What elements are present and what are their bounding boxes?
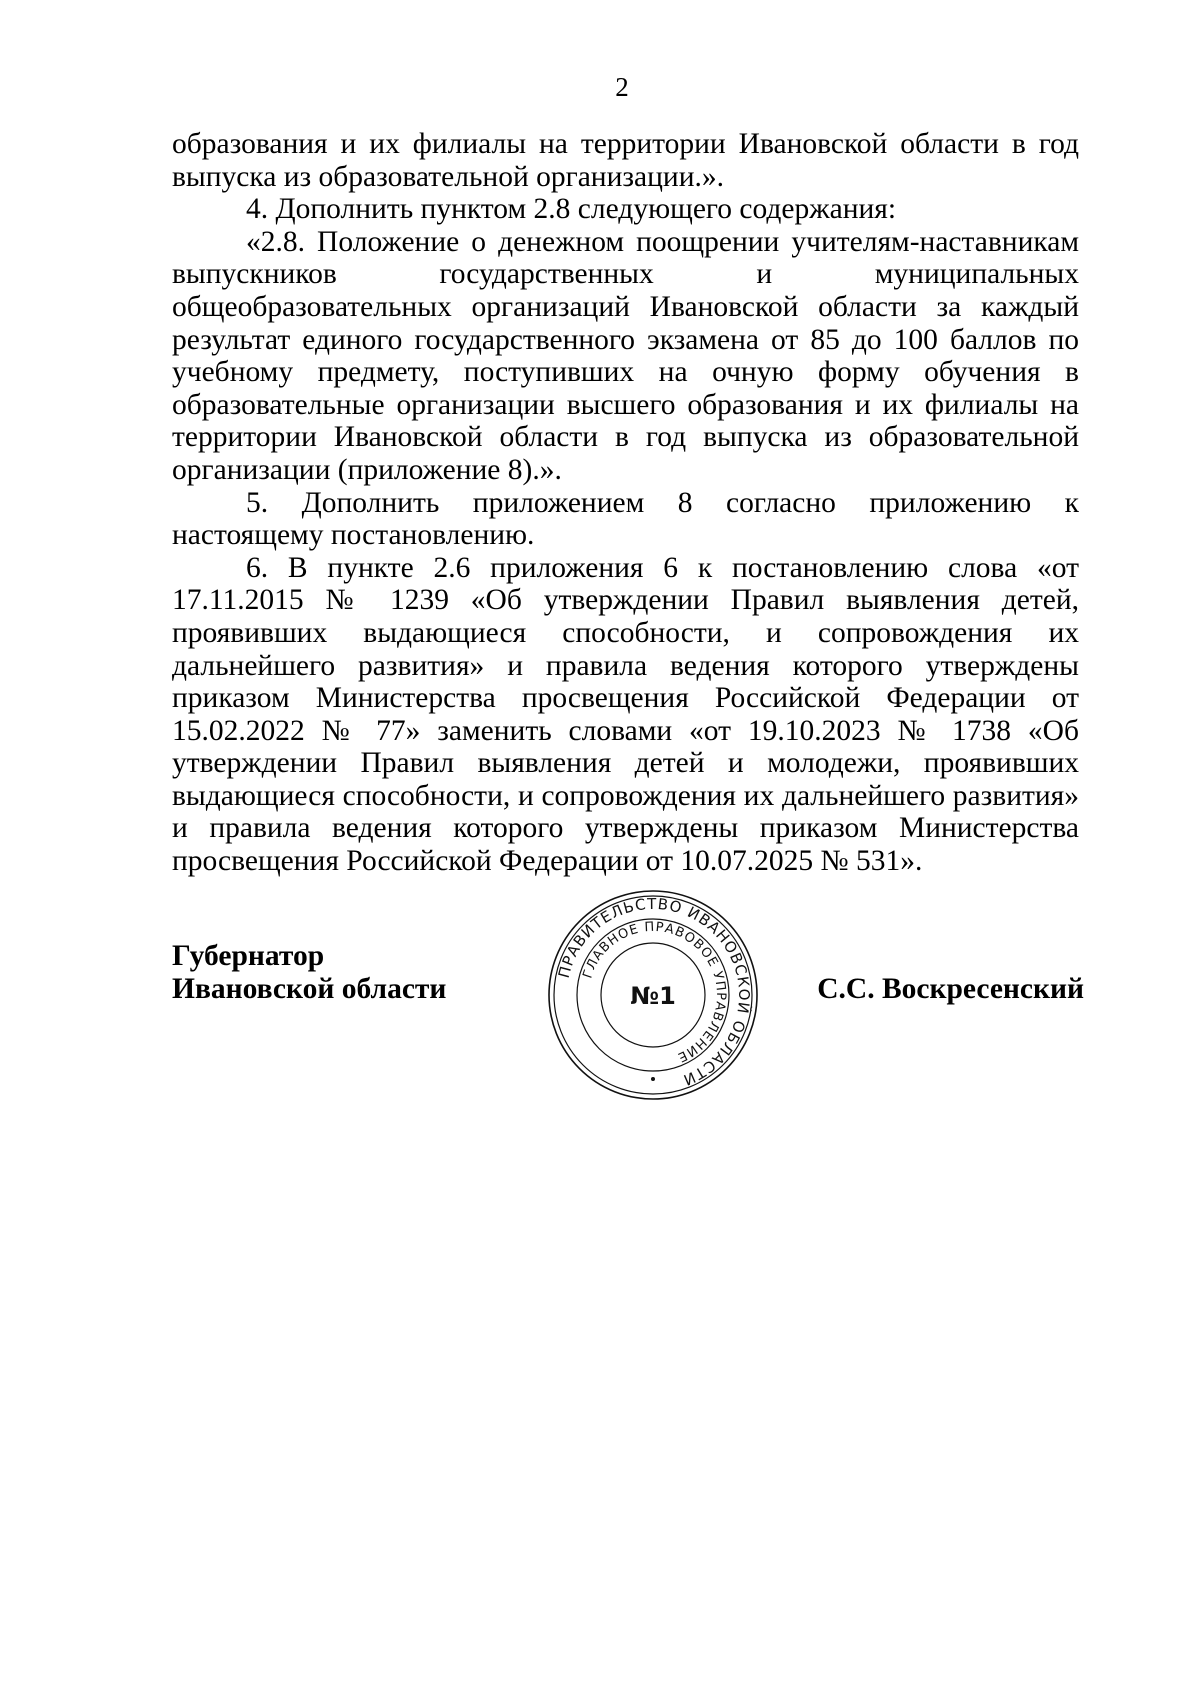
paragraph-item-6: 6. В пункте 2.6 приложения 6 к постановлению слова «от 17.11.2015 № 1239 «Об утверждении Правил выявления детей, проявивших выдающиеся способности, и сопровождения их дальнейшего развития» и правила ведения которого утверждены приказом Министерства просвещения Российской Федерации от 15.02.2022 № 77» заменить словами «от 19.10.2023 № 1738 «Об утверждении Правил выявления детей и молодежи, проявивших выдающиеся способности, и сопровождения их дальнейшего развития» и правила ведения которого утверждены приказом Министерства просвещения Российской Федерации от 10.07.2025 № 531». [172, 551, 1079, 878]
stamp-dot [651, 1077, 655, 1081]
stamp-inner-text: ГЛАВНОЕ ПРАВОВОЕ УПРАВЛЕНИЕ [580, 919, 729, 1065]
signatory-name: С.С. Воскресенский [817, 972, 1084, 1005]
signatory-position [172, 940, 446, 1005]
paragraph-item-5: 5. Дополнить приложением 8 согласно приложению к настоящему постановлению. [172, 486, 1079, 552]
signatory-position-line1: Губернатор [172, 940, 325, 972]
document-body [172, 128, 1079, 878]
stamp-number: №1 [630, 982, 676, 1010]
official-stamp [543, 885, 763, 1105]
paragraph-clause-2-8: «2.8. Положение о денежном поощрении учителям-наставникам выпускников государственных и муниципальных общеобразовательных организаций Ивановской области за каждый результат единого государственного экзамена от 85 до 100 баллов по учебному предмету, поступивших на очную форму обучения в образовательные организации высшего образования и их филиалы на территории Ивановской области в год выпуска из образовательной организации (приложение 8).». [172, 225, 1079, 486]
stamp-outer-text: ПРАВИТЕЛЬСТВО ИВАНОВСКОЙ ОБЛАСТИ [554, 894, 754, 1090]
stamp-graphic [543, 885, 763, 1105]
signatory-position-line2: Ивановской области [172, 972, 447, 1005]
page-number: 2 [615, 72, 629, 102]
paragraph-continuation: образования и их филиалы на территории Ивановской области в год выпуска из образовательной организации.». [172, 128, 1079, 193]
paragraph-item-4: 4. Дополнить пунктом 2.8 следующего содержания: [246, 193, 897, 226]
